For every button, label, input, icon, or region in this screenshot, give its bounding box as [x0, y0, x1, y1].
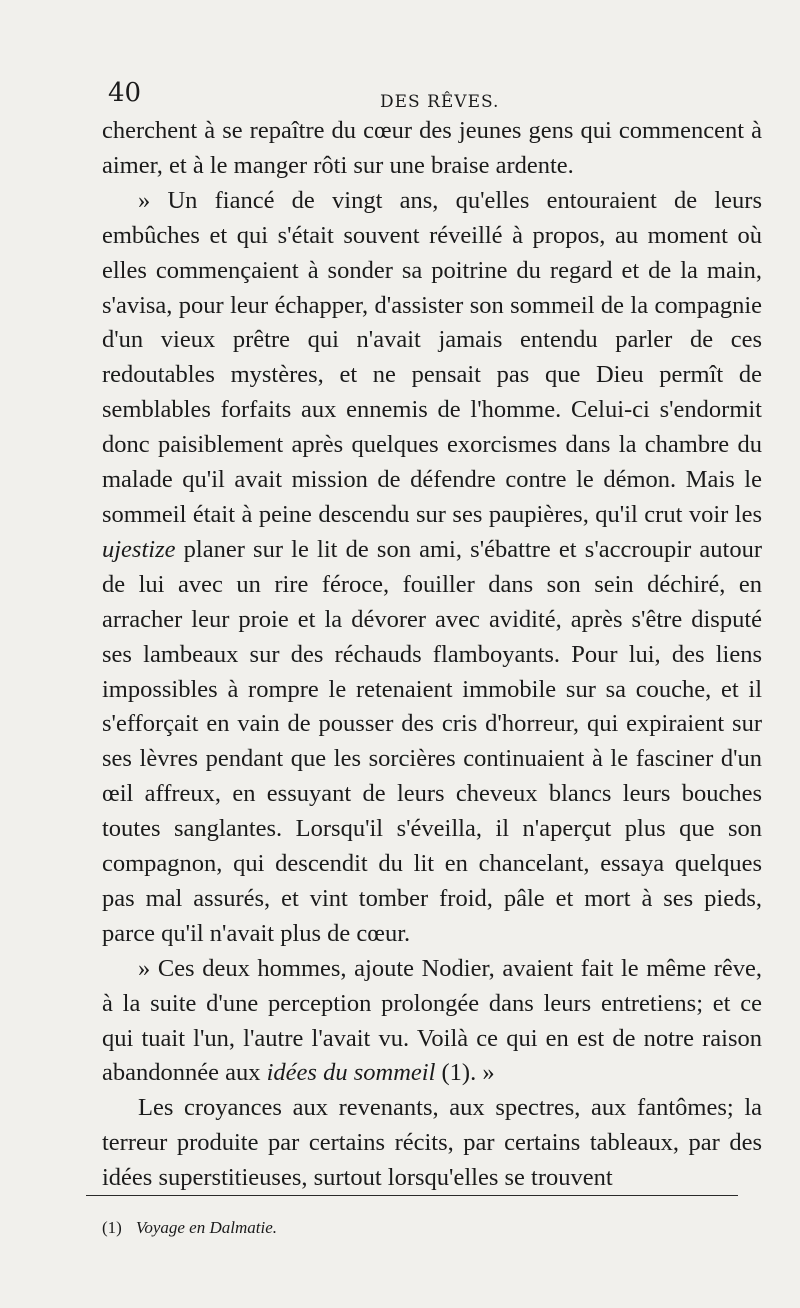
paragraph-continuation: cherchent à se repaître du cœur des jeunes gens qui commencent à aimer, et à le manger rôti sur une braise ardente. [102, 117, 762, 179]
paragraph-fiance-part-1: » Un fiancé de vingt ans, qu'elles entouraient de leurs embûches et qui s'était souvent réveillé à propos, au moment où elles commençaient à sonder sa poitrine du regard et de la main, s'avisa, pour leur échapper, d'assister son sommeil de la compagnie d'un vieux prêtre qui n'avait jamais entendu parler de ces redoutables mystères, et ne pensait pas que Dieu permît de semblables forfaits aux ennemis de l'homme. Celui-ci s'endormit donc paisiblement après quelques exorcismes dans la chambre du malade qu'il avait mission de défendre contre le démon. Mais le sommeil était à peine descendu sur ses paupières, qu'il crut voir les [102, 186, 762, 528]
italic-term-ujestize: ujestize [102, 535, 176, 563]
page-number: 40 [108, 78, 142, 108]
footnote [102, 1218, 702, 1238]
running-head: DES RÊVES. [380, 92, 500, 112]
paragraph-croyances: Les croyances aux revenants, aux spectres, aux fantômes; la terreur produite par certains récits, par certains tableaux, par des idées superstitieuses, surtout lorsqu'elles se trouvent [102, 1094, 762, 1192]
paragraph-nodier-part-2: (1). » [435, 1059, 495, 1087]
paragraph-nodier-part-1: » Ces deux hommes, ajoute Nodier, avaient fait le même rêve, à la suite d'une perception prolongée dans leurs entretiens; et ce qui tuait l'un, l'autre l'avait vu. Voilà ce qui en est de notre raison abandonnée aux [102, 954, 762, 1087]
italic-phrase-idees-du-sommeil: idées du sommeil [266, 1059, 436, 1087]
footnote-rule [86, 1195, 738, 1196]
paragraph-fiance [102, 184, 762, 952]
body-text [102, 114, 762, 1196]
page-header [108, 78, 758, 114]
footnote-mark: (1) [102, 1218, 122, 1237]
paragraph-nodier [102, 952, 762, 1092]
footnote-text: Voyage en Dalmatie. [135, 1218, 277, 1237]
paragraph-fiance-part-2: planer sur le lit de son ami, s'ébattre et s'accroupir autour de lui avec un rire féroce, fouiller dans son sein déchiré, en arracher leur proie et la dévorer avec avidité, après s'être disputé ses lambeaux sur des réchauds flamboyants. Pour lui, des liens impossibles à rompre le retenaient immobile sur sa couche, et il s'efforçait en vain de pousser des cris d'horreur, qui expiraient sur ses lèvres pendant que les sorcières continuaient à le fasciner d'un œil affreux, en essuyant de leurs cheveux blancs leurs bouches toutes sanglantes. Lorsqu'il s'éveilla, il n'aperçut plus que son compagnon, qui descendit du lit en chancelant, essaya quelques pas mal assurés, et vint tomber froid, pâle et mort à ses pieds, parce qu'il n'avait plus de cœur. [102, 535, 762, 947]
